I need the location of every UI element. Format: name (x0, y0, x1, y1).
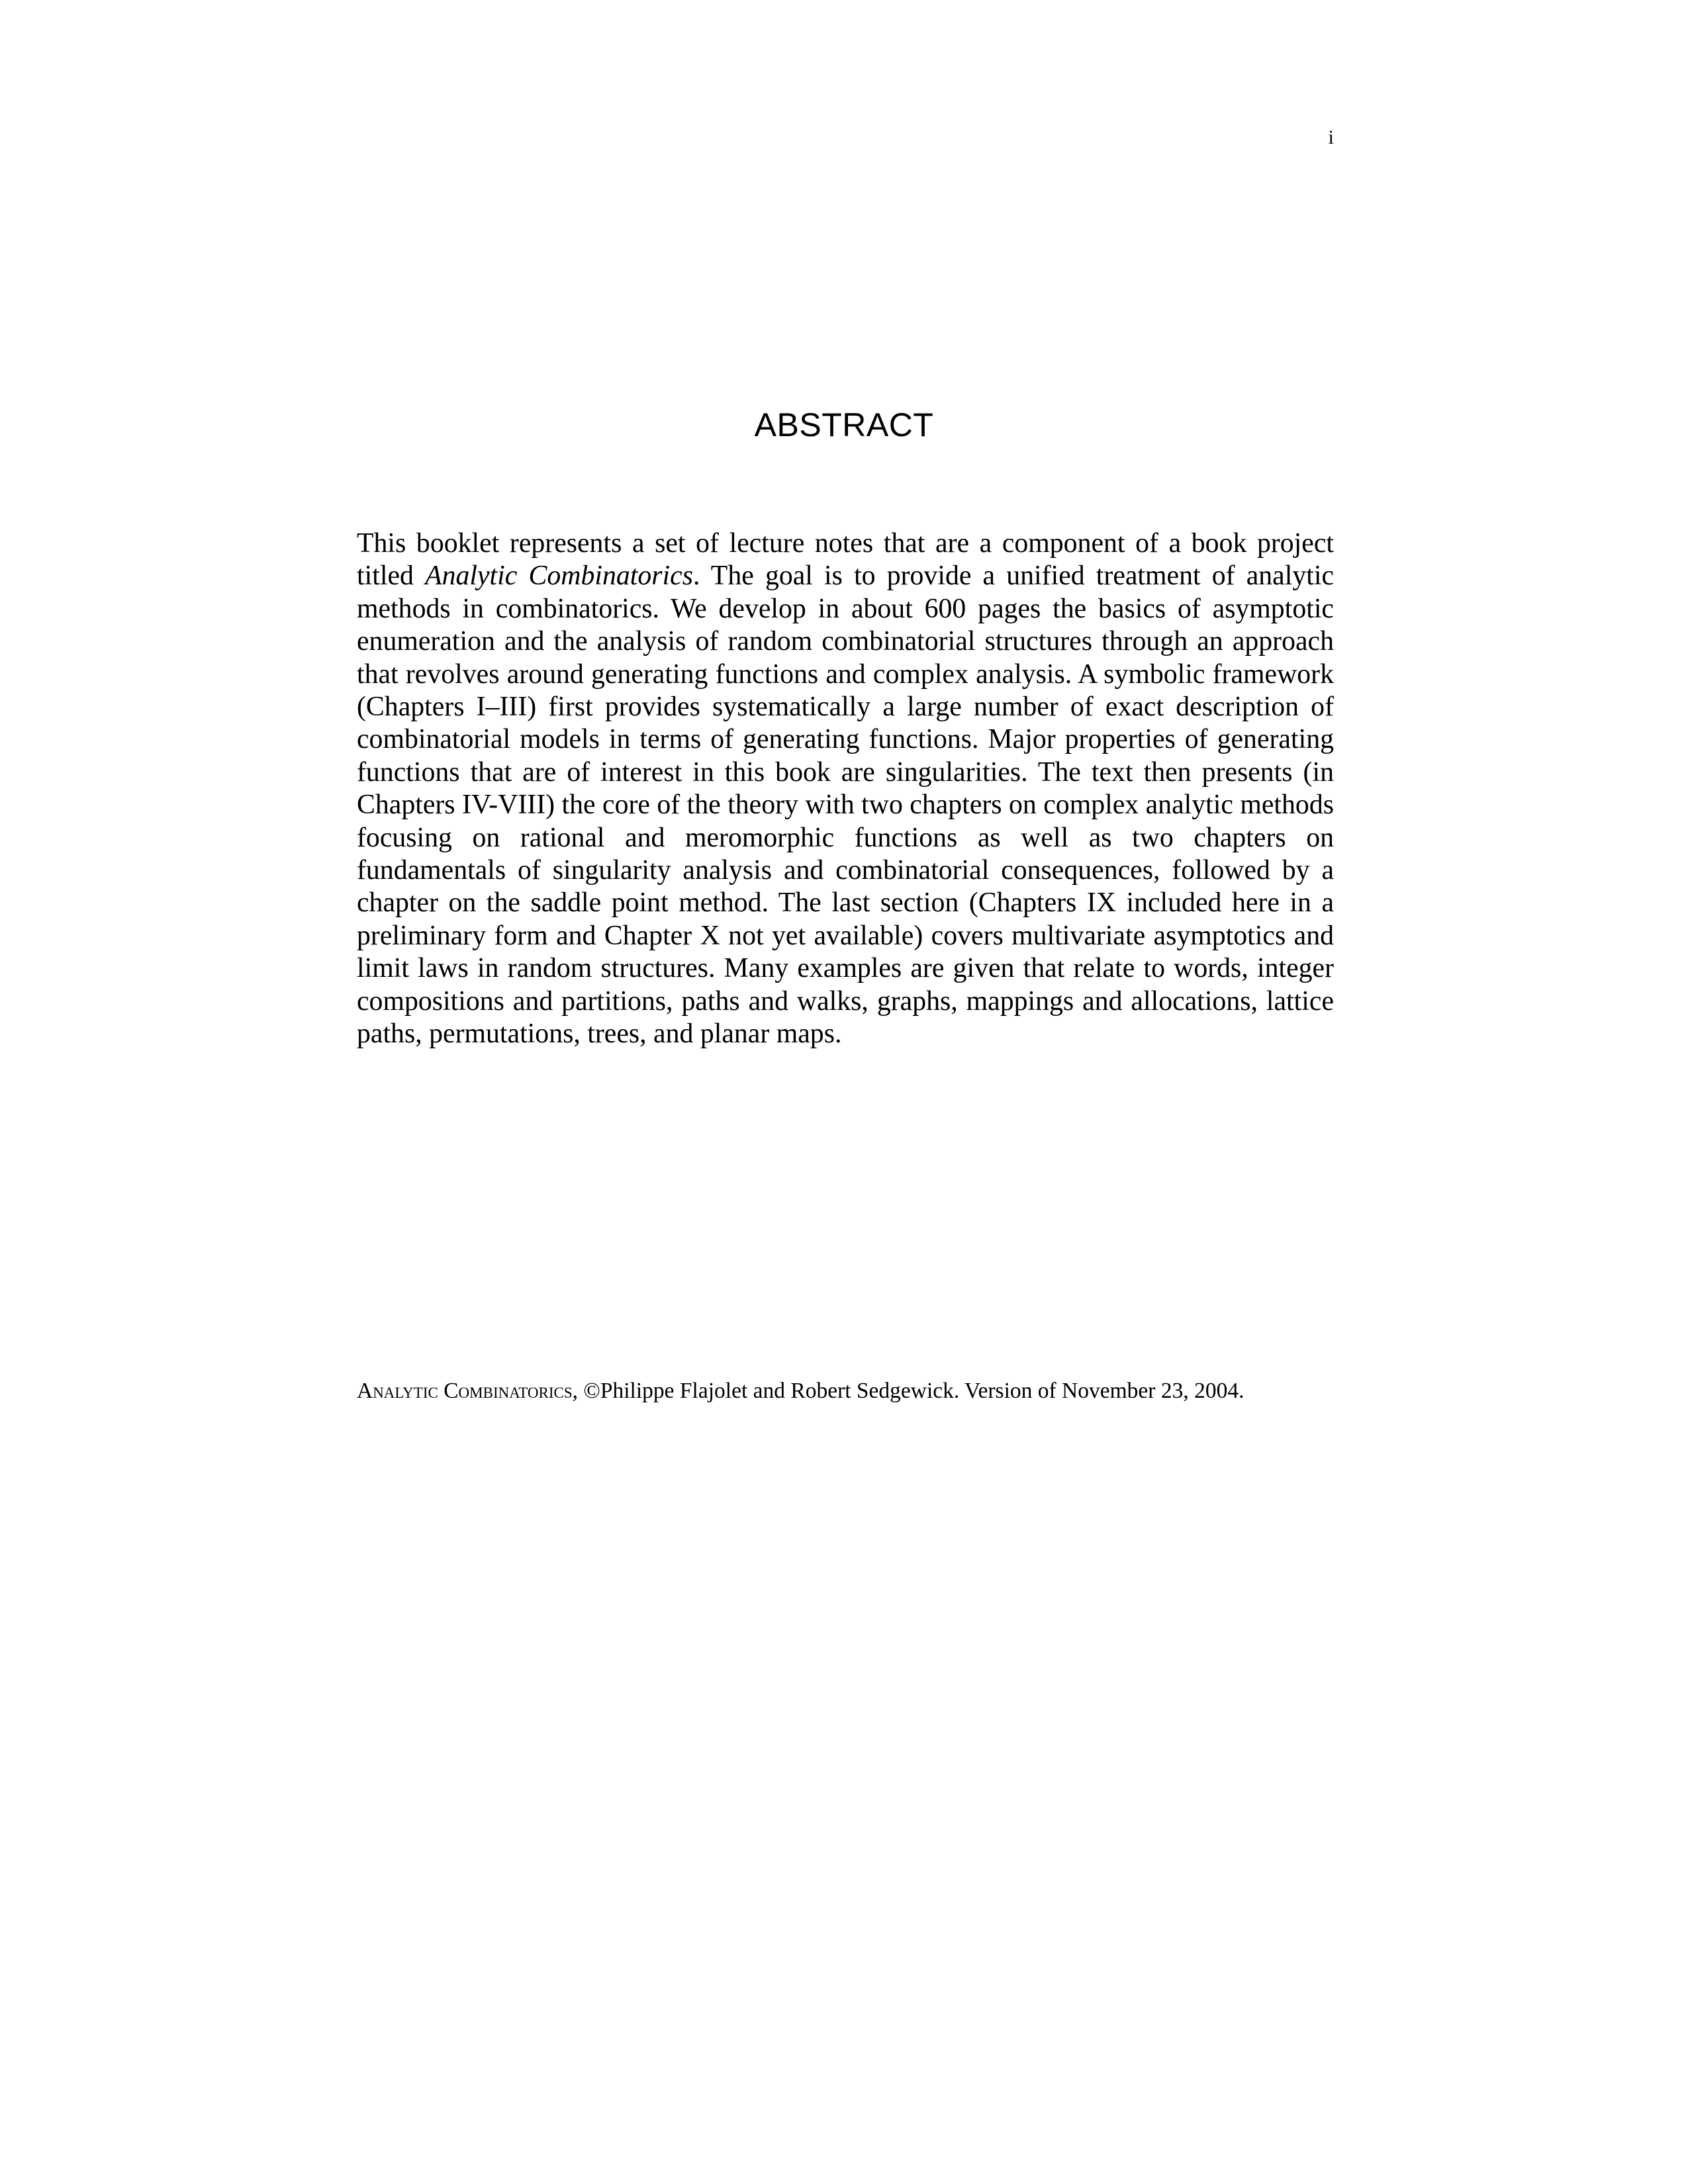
copyright-footer (357, 1377, 1416, 1406)
footer-book-name: Analytic Combinatorics (357, 1379, 573, 1403)
book-title-italic: Analytic Combinatorics (425, 561, 693, 592)
page-number: i (1328, 126, 1334, 148)
abstract-heading: ABSTRACT (754, 406, 934, 443)
footer-separator: , (572, 1379, 584, 1403)
copyright-icon: © (583, 1379, 600, 1403)
abstract-text-main: . The goal is to provide a unified treatment of analytic methods in combinatorics. We develop in about 600 pages the basics of asymptotic enumeration and the analysis of random combinatorial structures through an approach that revolves around generating functions and complex analysis. A symbolic framework (Chapters I–III) first provides systematically a large number of exact description of combinatorial models in terms of generating functions. Major properties of generating functions that are of interest in this book are singularities. The text then presents (in Chapters IV-VIII) the core of the theory with two chapters on complex analytic methods focusing on rational and meromorphic functions as well as two chapters on fundamentals of singularity analysis and combinatorial consequences, followed by a chapter on the saddle point method. The last section (Chapters IX included here in a preliminary form and Chapter X not yet available) covers multivariate asymptotics and limit laws in random structures. Many examples are given that relate to words, integer compositions and partitions, paths and walks, graphs, mappings and allocations, lattice paths, permutations, trees, and planar maps. (357, 561, 1335, 1050)
abstract-paragraph (357, 527, 1334, 1051)
abstract-text-intro: This booklet represents a set of lecture notes that are a component of a book project titled (357, 528, 1334, 592)
footer-notice: Philippe Flajolet and Robert Sedgewick. Version of November 23, 2004. (600, 1379, 1244, 1403)
